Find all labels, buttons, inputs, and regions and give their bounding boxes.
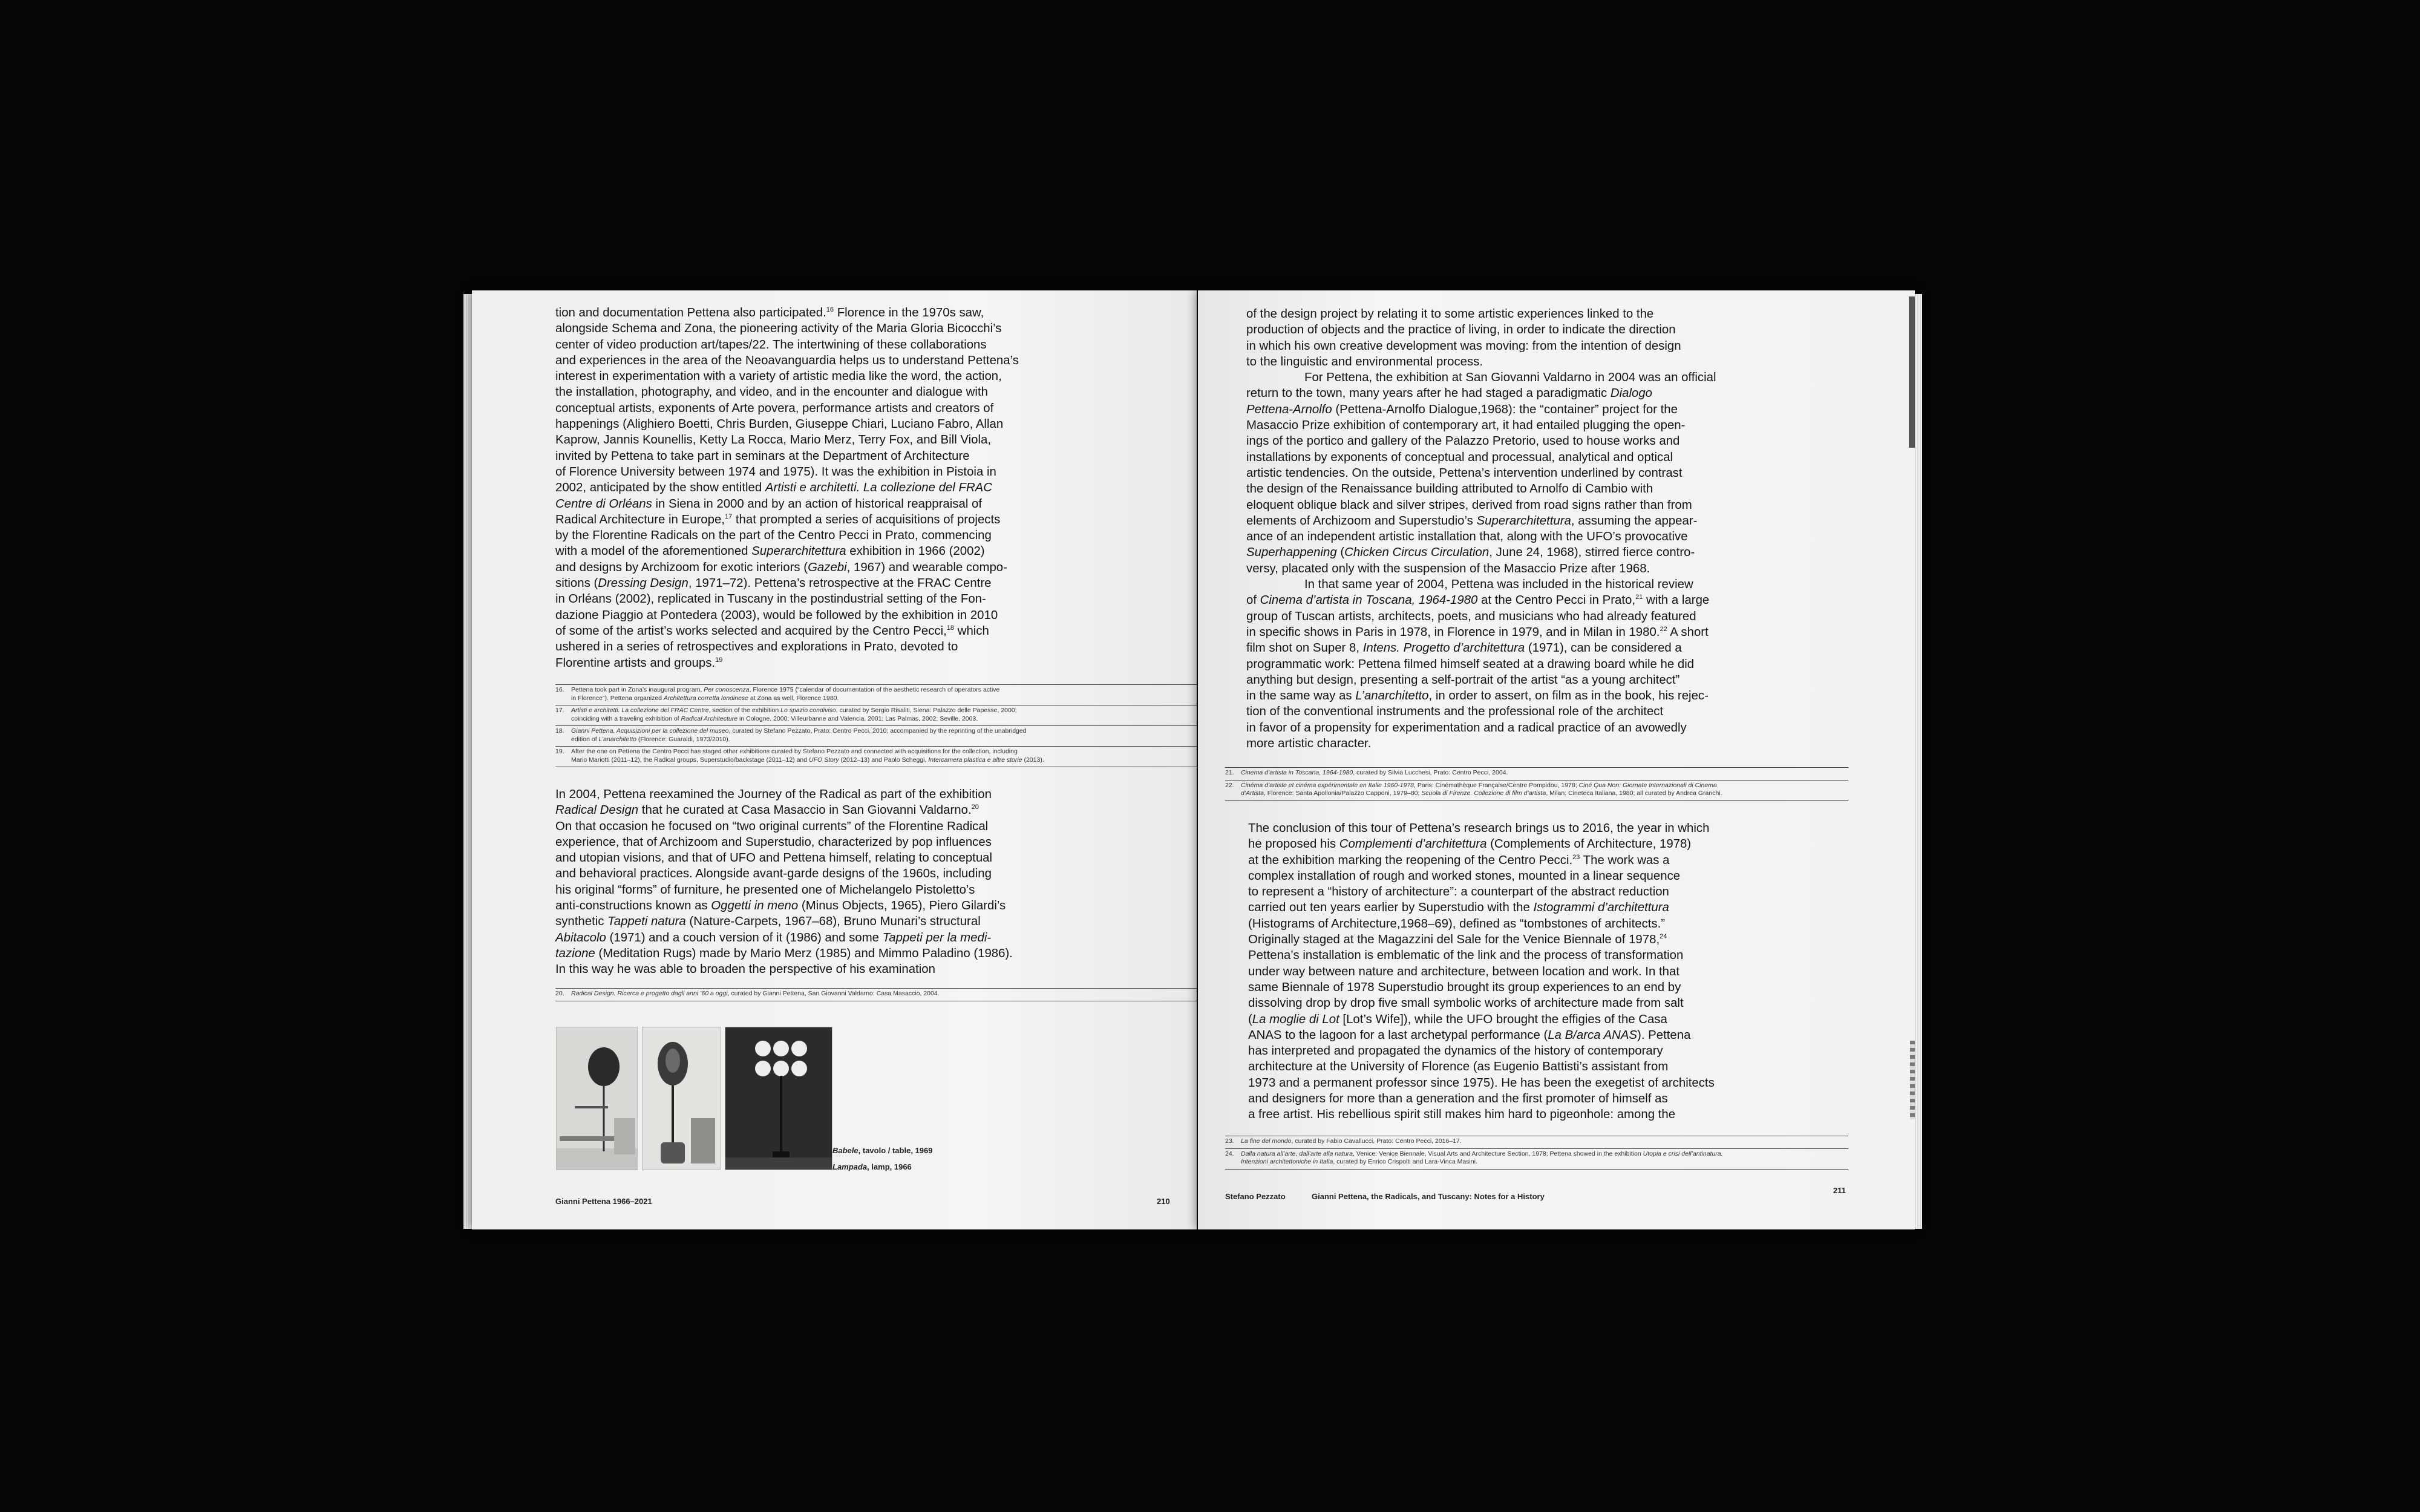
text-line: more artistic character. [1246,737,1372,751]
text-line: ANAS to the lagoon for a last archetypal performance (La B/arca ANAS). Pettena [1248,1028,1691,1042]
text-line: tion of the conventional instruments and the professional role of the architect [1246,705,1664,719]
text-line: (La moglie di Lot [Lot’s Wife]), while the UFO brought the effigies of the Casa [1248,1012,1667,1026]
footnote-number: 22. [1225,781,1234,789]
right-body-text-2 [1248,820,1715,1123]
footnote-number: 24. [1225,1150,1234,1157]
text-line: carried out ten years earlier by Superstudio with the Istogrammi d’architettura [1248,901,1669,915]
text-line: a free artist. His rebellious spirit still makes him hard to pigeonhole: among the [1248,1108,1676,1122]
text-line: to represent a “history of architecture”: a counterpart of the abstract reduction [1248,885,1669,899]
text-line: by the Florentine Radicals on the part of the Centro Pecci in Prato, commencing [555,529,992,543]
photo-babele-table [556,1027,638,1170]
page-number-left: 210 [1157,1197,1170,1206]
text-line: ushered in a series of retrospectives and explorations in Prato, devoted to [555,640,958,654]
text-line: with a model of the aforementioned Superarchitettura exhibition in 1966 (2002) [555,545,985,558]
footnote-number: 21. [1225,769,1234,776]
text-line: he proposed his Complementi d’architettura (Complements of Architecture, 1978) [1248,837,1692,851]
footnote: 24. Dalla natura all’arte, dall’arte alla natura, Venice: Venice Biennale, Visual Arts and Architecture Section, 1978; Pettena showed in the exhibition Utopia e crisi dell’antinatura. Intenzioni architettoniche in Italia, curated by Enrico Crispolti and Lara-Vinca Masini. [1225,1148,1848,1170]
text-line: On that occasion he focused on “two original currents” of the Florentine Radical [555,819,989,833]
footnote: 19. After the one on Pettena the Centro Pecci has staged other exhibitions curated by Stefano Pezzato and connected with acquisitions for the collection, including Mario Mariotti (2011–12), the Radical groups, Superstudio/backstage (2011–12) and UFO Story (2012–13) and Paolo Scheggi, Intercamera plastica e altre storie (2013). [555,746,1197,767]
right-footnotes-1 [1225,767,1848,801]
footnote: 22. Cinéma d’artiste et cinéma expérimentale en Italie 1960-1978, Paris: Cinémathèque Française/Centre Pompidou, 1978; Ciné Qua Non: Giornate Internazionali di Cinema d’Artista, Florence: Santa Apollonia/Palazzo Capponi, 1979–80; Scuola di Firenze. Collezione di film d’artista, Milan: Cineteca Italiana, 1980; all curated by Andrea Granchi. [1225,780,1848,801]
page-edges-left [463,294,472,1229]
text-line: Masaccio Prize exhibition of contemporary art, it had entailed plugging the open- [1246,419,1686,433]
text-line: tazione (Meditation Rugs) made by Mario Merz (1985) and Mimmo Paladino (1986). [555,946,1013,960]
footnote-number: 17. [555,707,564,714]
text-line: his original “forms” of furniture, he presented one of Michelangelo Pistoletto’s [555,883,975,897]
text-line: of Florence University between 1974 and 1975). It was the exhibition in Pistoia in [555,465,996,479]
left-body-text-1 [555,305,1019,671]
text-line: sitions (Dressing Design, 1971–72). Pettena’s retrospective at the FRAC Centre [555,577,992,591]
footnote-number: 20. [555,990,564,997]
text-line: return to the town, many years after he had staged a paradigmatic Dialogo [1246,387,1653,401]
text-line: same Biennale of 1978 Superstudio brought its group experiences to an end by [1248,980,1681,994]
text-line: of Cinema d’artista in Toscana, 1964-1980 at the Centro Pecci in Prato,$^{21}$ with a large [1246,594,1710,607]
text-line: artistic tendencies. On the outside, Pettena’s intervention underlined by contrast [1246,466,1683,480]
text-line: Radical Design that he curated at Casa Masaccio in San Giovanni Valdarno.$^{20}$ [555,803,979,817]
photo-caption-babele: Babele, tavolo / table, 1969 [832,1146,933,1155]
open-book [472,290,1918,1234]
text-line: ings of the portico and gallery of the Palazzo Pretorio, used to house works and [1246,434,1680,448]
page-edges-right [1915,294,1922,1229]
page-edge-tab-2 [1910,1041,1915,1119]
text-line: 1973 and a permanent professor since 1975). He has been the exegetist of architects [1248,1076,1715,1090]
text-line: anti-constructions known as Oggetti in meno (Minus Objects, 1965), Piero Gilardi’s [555,899,1006,913]
page-edge-tab [1909,296,1915,448]
text-line: invited by Pettena to take part in seminars at the Department of Architecture [555,449,970,463]
text-line: architecture at the University of Florence (as Eugenio Battisti’s assistant from [1248,1060,1669,1074]
footnote: 18. Gianni Pettena. Acquisizioni per la collezione del museo, curated by Stefano Pezzato, Prato: Centro Pecci, 2010; accompanied by the reprinting of the unabridged edition of L’anarchitetto (Florence: Guaraldi, 1973/2010). [555,725,1197,746]
text-line: the design of the Renaissance building attributed to Arnolfo di Cambio with [1246,482,1653,496]
text-line: ance of an independent artistic installation that, along with the UFO’s provocative [1246,530,1688,544]
footnote: 21. Cinema d’artista in Toscana, 1964-1980, curated by Silvia Lucchesi, Prato: Centro Pecci, 2004. [1225,767,1848,780]
text-line: of some of the artist’s works selected and acquired by the Centro Pecci,$^{18}$ which [555,624,989,638]
text-line: production of objects and the practice of living, in order to indicate the direction [1246,323,1676,337]
text-line: eloquent oblique black and silver stripes, derived from road signs rather than from [1246,498,1692,512]
text-line: and designs by Archizoom for exotic interiors (Gazebi, 1967) and wearable compo- [555,560,1007,574]
text-line: to the linguistic and environmental process. [1246,355,1483,368]
text-line: Kaprow, Jannis Kounellis, Ketty La Rocca, Mario Merz, Terry Fox, and Bill Viola, [555,433,992,447]
photo-lampada-1 [642,1027,721,1170]
text-line: at the exhibition marking the reopening of the Centro Pecci.$^{23}$ The work was a [1248,853,1670,867]
text-line: in which his own creative development was moving: from the intention of design [1246,339,1681,353]
running-title: Gianni Pettena, the Radicals, and Tuscany: Notes for a History [1312,1192,1545,1201]
text-line: Centre di Orléans in Siena in 2000 and by an action of historical reappraisal of [555,497,983,511]
text-line: Pettena-Arnolfo (Pettena-Arnolfo Dialogue,1968): the “container” project for the [1246,402,1678,416]
left-footnotes-1 [555,684,1197,767]
text-line: in favor of a propensity for experimentation and a radical practice of an avowedly [1246,721,1687,735]
text-line: complex installation of rough and worked stones, mounted in a linear sequence [1248,869,1681,883]
text-line: in the same way as L’anarchitetto, in order to assert, on film as in the book, his rejec- [1246,689,1709,703]
text-line: elements of Archizoom and Superstudio’s Superarchitettura, assuming the appear- [1246,514,1698,528]
footnote-number: 19. [555,748,564,755]
text-line: In this way he was able to broaden the perspective of his examination [555,963,935,977]
text-line: The conclusion of this tour of Pettena’s research brings us to 2016, the year in which [1248,822,1710,835]
text-line: Superhappening (Chicken Circus Circulation, June 24, 1968), stirred fierce contro- [1246,546,1695,560]
text-line: under way between nature and architecture, between location and work. In that [1248,964,1679,978]
running-head-left: Gianni Pettena 1966–2021 [555,1197,652,1206]
text-line: film shot on Super 8, Intens. Progetto d’architettura (1971), can be considered a [1246,641,1682,655]
text-line: In that same year of 2004, Pettena was included in the historical review [1304,578,1693,592]
right-page [1198,290,1915,1229]
footnote: 17. Artisti e architetti. La collezione del FRAC Centre, section of the exhibition Lo spazio condiviso, curated by Sergio Risaliti, Siena: Palazzo delle Papesse, 2000; coinciding with a traveling exhibition of Radical Architecture in Cologne, 2000; Villeurbanne and Valencia, 2001; Las Palmas, 2002; Seville, 2003. [555,705,1197,725]
text-line: Pettena’s installation is emblematic of the link and the process of transformation [1248,949,1684,963]
text-line: alongside Schema and Zona, the pioneering activity of the Maria Gloria Bicocchi’s [555,322,1002,336]
text-line: synthetic Tappeti natura (Nature-Carpets, 1967–68), Bruno Munari’s structural [555,915,981,929]
text-line: In 2004, Pettena reexamined the Journey of the Radical as part of the exhibition [555,788,992,801]
text-line: dissolving drop by drop five small symbolic works of architecture made from salt [1248,997,1684,1010]
text-line: tion and documentation Pettena also participated.$^{16}$ Florence in the 1970s saw, [555,306,984,319]
text-line: has interpreted and propagated the dynamics of the history of contemporary [1248,1044,1663,1058]
footnote: 20. Radical Design. Ricerca e progetto dagli anni ’60 a oggi, curated by Gianni Pettena, San Giovanni Valdarno: Casa Masaccio, 2004. [555,988,1197,1001]
text-line: the installation, photography, and video, and in the encounter and dialogue with [555,385,988,399]
footnote: 16. Pettena took part in Zona’s inaugural program, Per conoscenza, Florence 1975 (“calendar of documentation of the aesthetic research of operators active in Florence”). Pettena organized Architettura corretta londinese at Zona as well, Florence 1980. [555,684,1197,705]
footnote-number: 16. [555,686,564,693]
text-line: versy, placated only with the suspension of the Masaccio Prize after 1968. [1246,561,1650,575]
text-line: Radical Architecture in Europe,$^{17}$ that prompted a series of acquisitions of projects [555,512,1001,526]
page-number-right: 211 [1833,1186,1846,1195]
text-line: Originally staged at the Magazzini del Sale for the Venice Biennale of 1978,24 [1248,933,1667,947]
text-line: center of video production art/tapes/22. The intertwining of these collaborations [555,338,987,352]
text-line: happenings (Alighiero Boetti, Chris Burden, Giuseppe Chiari, Luciano Fabro, Allan [555,417,1004,431]
text-line: For Pettena, the exhibition at San Giovanni Valdarno in 2004 was an official [1304,371,1716,385]
text-line: programmatic work: Pettena filmed himself seated at a drawing board while he did [1246,657,1695,671]
footnote-number: 18. [555,727,564,735]
text-line: conceptual artists, exponents of Arte povera, performance artists and creators of [555,401,994,415]
text-line: and designers for more than a generation and the first promoter of himself as [1248,1092,1668,1106]
text-line: dazione Piaggio at Pontedera (2003), would be followed by the exhibition in 2010 [555,608,998,622]
footnote-number: 23. [1225,1137,1234,1145]
right-body-text-1 [1246,306,1716,751]
text-line: 2002, anticipated by the show entitled Artisti e architetti. La collezione del FRAC [555,481,993,495]
text-line: and experiences in the area of the Neoavanguardia helps us to understand Pettena’s [555,353,1019,367]
text-line: (Histograms of Architecture,1968–69), defined as “tombstones of architects.” [1248,917,1666,931]
text-line: and behavioral practices. Alongside avant-garde designs of the 1960s, including [555,867,992,881]
photo-lampada-2 [725,1027,832,1170]
left-footnotes-2 [555,988,1197,1001]
left-body-text-2 [555,787,1013,978]
text-line: anything but design, presenting a self-portrait of the artist “as a young architect” [1246,673,1680,687]
text-line: of the design project by relating it to some artistic experiences linked to the [1246,307,1654,321]
footnote: 23. La fine del mondo, curated by Fabio Cavallucci, Prato: Centro Pecci, 2016–17. [1225,1136,1848,1148]
text-line: in Orléans (2002), replicated in Tuscany in the postindustrial setting of the Fon- [555,592,986,606]
running-author: Stefano Pezzato [1225,1192,1286,1201]
text-line: interest in experimentation with a variety of artistic media like the word, the action, [555,370,1002,384]
left-page [472,290,1197,1229]
text-line: installations by exponents of conceptual and processual, analytical and optical [1246,450,1673,464]
text-line: Florentine artists and groups.$^{19}$ [555,656,723,670]
text-line: in specific shows in Paris in 1978, in Florence in 1979, and in Milan in 1980.22 A short [1246,625,1709,639]
right-footnotes-2 [1225,1136,1848,1170]
text-line: and utopian visions, and that of UFO and Pettena himself, relating to conceptual [555,851,993,865]
photo-caption-lampada: Lampada, lamp, 1966 [832,1162,912,1171]
text-line: Abitacolo (1971) and a couch version of it (1986) and some Tappeti per la medi- [555,931,992,944]
text-line: group of Tuscan artists, architects, poets, and musicians who had already featured [1246,609,1696,623]
text-line: experience, that of Archizoom and Superstudio, characterized by pop influences [555,835,992,849]
